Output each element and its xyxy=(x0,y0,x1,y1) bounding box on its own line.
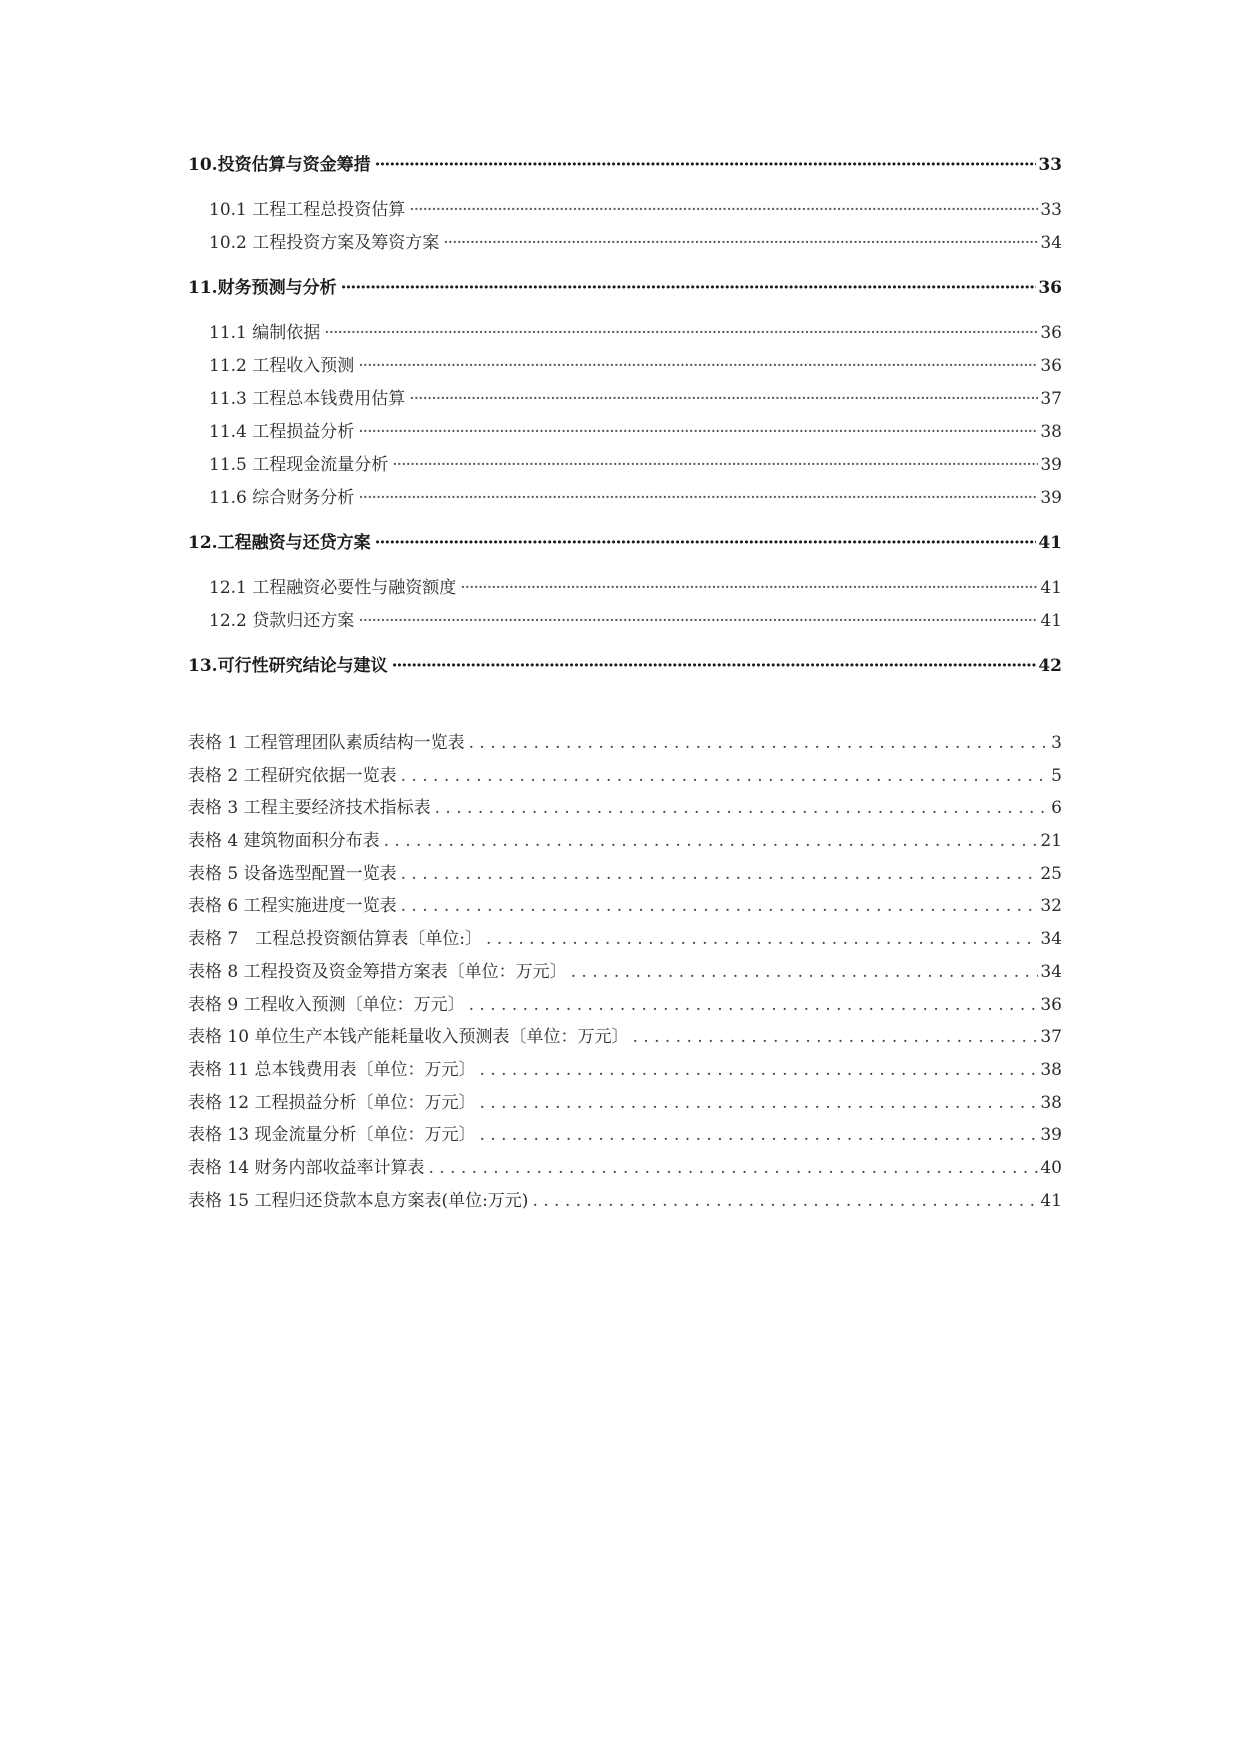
dot-leader xyxy=(435,798,1050,818)
table-list-title: 表格 9 工程收入预测〔单位：万元〕 xyxy=(188,994,465,1015)
dot-leader xyxy=(375,533,1037,553)
table-list-page: 34 xyxy=(1040,929,1062,950)
toc-entry-page: 37 xyxy=(1040,389,1062,409)
dot-leader xyxy=(460,578,1038,598)
toc-entry-page: 38 xyxy=(1040,422,1062,442)
toc-entry-page: 41 xyxy=(1040,578,1062,598)
dot-leader xyxy=(409,200,1038,220)
dot-leader xyxy=(358,422,1038,442)
dot-leader xyxy=(384,831,1039,851)
table-list-entry-7[interactable] xyxy=(188,924,1062,957)
table-list-page: 25 xyxy=(1040,863,1062,884)
toc-entry-title: 11.1 编制依据 xyxy=(209,323,321,343)
table-list-title: 表格 13 现金流量分析〔单位：万元〕 xyxy=(188,1125,476,1146)
toc-entry-title: 13.可行性研究结论与建议 xyxy=(188,656,388,676)
table-list-entry-3[interactable] xyxy=(188,793,1062,826)
table-list-entry-14[interactable] xyxy=(188,1153,1062,1186)
list-of-tables xyxy=(188,728,1062,1218)
toc-entry-page: 42 xyxy=(1038,656,1062,676)
toc-entry-title: 11.2 工程收入预测 xyxy=(209,356,355,376)
table-list-title: 表格 14 财务内部收益率计算表 xyxy=(188,1157,425,1178)
toc-entry-section-12-1[interactable] xyxy=(188,573,1062,606)
dot-leader xyxy=(401,766,1050,786)
toc-entry-page: 33 xyxy=(1038,155,1062,175)
table-list-page: 38 xyxy=(1040,1059,1062,1080)
table-list-entry-8[interactable] xyxy=(188,957,1062,990)
table-list-page: 34 xyxy=(1040,961,1062,982)
toc-entry-page: 33 xyxy=(1040,200,1062,220)
toc-entry-section-11-6[interactable] xyxy=(188,483,1062,516)
table-list-entry-9[interactable] xyxy=(188,990,1062,1023)
toc-entry-page: 41 xyxy=(1038,533,1062,553)
table-list-title: 表格 15 工程归还贷款本息方案表(单位:万元) xyxy=(188,1190,529,1211)
table-list-page: 38 xyxy=(1040,1092,1062,1113)
dot-leader xyxy=(443,233,1038,253)
toc-entry-chapter-12[interactable] xyxy=(188,528,1062,561)
toc-entry-section-11-4[interactable] xyxy=(188,417,1062,450)
table-list-page: 41 xyxy=(1040,1190,1062,1211)
toc-entry-page: 36 xyxy=(1040,323,1062,343)
dot-leader xyxy=(358,488,1038,508)
table-list-page: 21 xyxy=(1040,831,1062,852)
dot-leader xyxy=(632,1027,1038,1047)
dot-leader xyxy=(571,962,1039,982)
toc-entry-title: 11.6 综合财务分析 xyxy=(209,488,355,508)
dot-leader xyxy=(401,864,1039,884)
toc-entry-page: 39 xyxy=(1040,455,1062,475)
toc-entry-page: 41 xyxy=(1040,611,1062,631)
dot-leader xyxy=(341,278,1037,298)
table-list-page: 6 xyxy=(1051,798,1062,819)
toc-entry-section-11-2[interactable] xyxy=(188,351,1062,384)
toc-entry-section-11-1[interactable] xyxy=(188,318,1062,351)
table-of-contents xyxy=(188,150,1062,684)
table-list-entry-15[interactable] xyxy=(188,1186,1062,1219)
table-list-page: 3 xyxy=(1051,733,1062,753)
dot-leader xyxy=(392,455,1038,475)
toc-entry-section-11-3[interactable] xyxy=(188,384,1062,417)
table-list-entry-11[interactable] xyxy=(188,1055,1062,1088)
table-list-page: 40 xyxy=(1040,1157,1062,1178)
table-list-entry-1[interactable] xyxy=(188,728,1062,761)
table-list-page: 39 xyxy=(1040,1125,1062,1146)
toc-entry-page: 39 xyxy=(1040,488,1062,508)
dot-leader xyxy=(358,356,1038,376)
dot-leader xyxy=(375,155,1037,175)
table-list-page: 36 xyxy=(1040,994,1062,1015)
dot-leader xyxy=(401,896,1039,916)
dot-leader xyxy=(479,1125,1038,1145)
table-list-title: 表格 12 工程损益分析〔单位：万元〕 xyxy=(188,1092,476,1113)
toc-entry-title: 12.工程融资与还贷方案 xyxy=(188,533,371,553)
table-list-title: 表格 10 单位生产本钱产能耗量收入预测表〔单位：万元〕 xyxy=(188,1027,629,1048)
dot-leader xyxy=(428,1158,1038,1178)
table-list-title: 表格 2 工程研究依据一览表 xyxy=(188,765,397,786)
table-list-title: 表格 8 工程投资及资金筹措方案表〔单位：万元〕 xyxy=(188,961,567,982)
dot-leader xyxy=(358,611,1038,631)
toc-entry-title: 10.1 工程工程总投资估算 xyxy=(209,200,406,220)
table-list-entry-12[interactable] xyxy=(188,1088,1062,1121)
table-list-title: 表格 4 建筑物面积分布表 xyxy=(188,831,380,852)
table-list-title: 表格 7 工程总投资额估算表〔单位:〕 xyxy=(188,929,482,950)
table-list-title: 表格 3 工程主要经济技术指标表 xyxy=(188,798,431,819)
toc-entry-page: 36 xyxy=(1040,356,1062,376)
table-list-title: 表格 6 工程实施进度一览表 xyxy=(188,896,397,917)
toc-entry-title: 10.2 工程投资方案及筹资方案 xyxy=(209,233,440,253)
dot-leader xyxy=(469,995,1039,1015)
toc-entry-page: 36 xyxy=(1038,278,1062,298)
table-list-title: 表格 1 工程管理团队素质结构一览表 xyxy=(188,733,465,753)
toc-entry-title: 11.4 工程损益分析 xyxy=(209,422,355,442)
dot-leader xyxy=(532,1191,1038,1211)
toc-entry-section-12-2[interactable] xyxy=(188,606,1062,639)
table-list-page: 32 xyxy=(1040,896,1062,917)
toc-entry-title: 11.5 工程现金流量分析 xyxy=(209,455,389,475)
dot-leader xyxy=(479,1093,1038,1113)
dot-leader xyxy=(479,1060,1038,1080)
toc-entry-title: 12.2 贷款归还方案 xyxy=(209,611,355,631)
toc-entry-section-11-5[interactable] xyxy=(188,450,1062,483)
toc-entry-title: 11.3 工程总本钱费用估算 xyxy=(209,389,406,409)
toc-entry-chapter-11[interactable] xyxy=(188,273,1062,306)
toc-entry-section-10-2[interactable] xyxy=(188,228,1062,261)
toc-entry-section-10-1[interactable] xyxy=(188,195,1062,228)
table-list-page: 37 xyxy=(1040,1027,1062,1048)
table-list-page: 5 xyxy=(1051,765,1062,786)
table-list-title: 表格 11 总本钱费用表〔单位：万元〕 xyxy=(188,1059,476,1080)
toc-entry-chapter-13[interactable] xyxy=(188,651,1062,684)
toc-entry-title: 12.1 工程融资必要性与融资额度 xyxy=(209,578,457,598)
table-list-entry-4[interactable] xyxy=(188,826,1062,859)
dot-leader xyxy=(409,389,1038,409)
table-list-entry-5[interactable] xyxy=(188,859,1062,892)
table-list-title: 表格 5 设备选型配置一览表 xyxy=(188,863,397,884)
dot-leader xyxy=(392,656,1037,676)
table-list-entry-10[interactable] xyxy=(188,1022,1062,1055)
toc-entry-title: 11.财务预测与分析 xyxy=(188,278,337,298)
table-list-entry-13[interactable] xyxy=(188,1120,1062,1153)
table-list-entry-2[interactable] xyxy=(188,761,1062,794)
table-list-entry-6[interactable] xyxy=(188,891,1062,924)
toc-entry-page: 34 xyxy=(1040,233,1062,253)
toc-entry-chapter-10[interactable] xyxy=(188,150,1062,183)
toc-entry-title: 10.投资估算与资金筹措 xyxy=(188,155,371,175)
dot-leader xyxy=(486,929,1038,949)
dot-leader xyxy=(324,323,1038,343)
dot-leader xyxy=(469,733,1050,753)
